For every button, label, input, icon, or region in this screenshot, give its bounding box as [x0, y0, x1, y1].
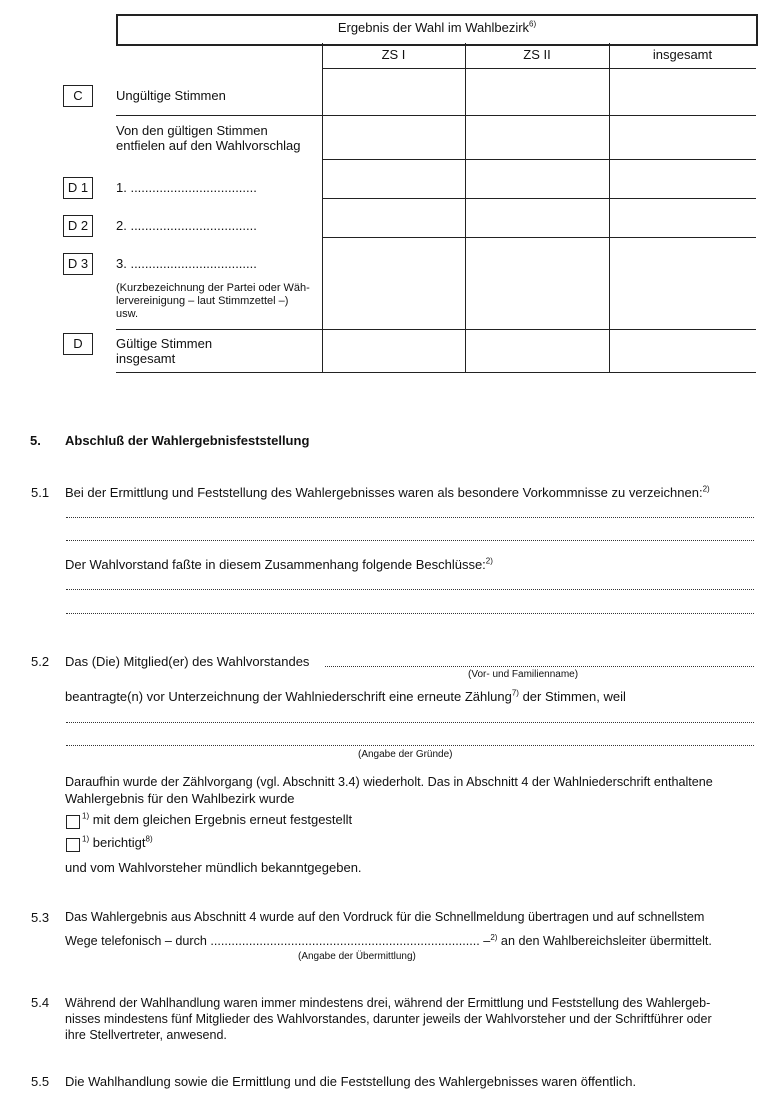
s51-text: Bei der Ermittlung und Feststellung des Wahlergebnisses waren als besondere Vorkommnisse zu verzeichnen:$^{2)}$ [65, 484, 710, 500]
row-code-d3: D 3 [63, 253, 93, 275]
row-label-valid-total: Gültige Stimmen insgesamt [116, 336, 213, 366]
subsection-number-5-5: 5.5 [31, 1074, 50, 1089]
row-code-d: D [63, 333, 93, 355]
row-label-intro: Von den gültigen Stimmen entfielen auf den Wahlvorschlag [116, 123, 301, 153]
table-divider [116, 329, 756, 330]
s53-text2: Wege telefonisch – durch ............................................................................. –$^{2)}$ an den Wahlbereichsleiter übermittelt. [65, 932, 712, 948]
table-divider [322, 198, 756, 199]
row-label-d3: 3. ................................... [116, 256, 257, 271]
option-same-result: $^{1)}$ mit dem gleichen Ergebnis erneut festgestellt [82, 811, 353, 827]
table-divider [322, 68, 756, 69]
column-header-zs1: ZS I [381, 47, 406, 62]
column-header-zs2: ZS II [523, 47, 551, 62]
row-code-d2: D 2 [63, 215, 93, 237]
table-divider [465, 43, 466, 373]
row-label-d1: 1. ................................... [116, 180, 257, 195]
fill-line[interactable] [66, 745, 754, 746]
fill-line[interactable] [66, 540, 754, 541]
s52-text5: und vom Wahlvorsteher mündlich bekanntgegeben. [65, 860, 362, 875]
row-label-d2: 2. ................................... [116, 218, 257, 233]
subsection-number-5-4: 5.4 [31, 995, 50, 1010]
subsection-number-5-1: 5.1 [31, 485, 50, 500]
fill-line[interactable] [66, 517, 754, 518]
s55-text: Die Wahlhandlung sowie die Ermittlung und die Feststellung des Wahlergebnisses waren öffentlich. [65, 1074, 637, 1089]
s52-text3: Daraufhin wurde der Zählvorgang (vgl. Abschnitt 3.4) wiederholt. Das in Abschnitt 4 der Wahlniederschrift enthaltene [65, 775, 713, 789]
s52-text2: beantragte(n) vor Unterzeichnung der Wahlniederschrift eine erneute Zählung$^{7)}$ der Stimmen, weil [65, 688, 626, 704]
s54-text: Während der Wahlhandlung waren immer mindestens drei, während der Ermittlung und Feststellung des Wahlergeb- nisses mindestens fünf Mitglieder des Wahlvorstandes, darunter jeweils der Wahlvorsteher und der Schriftführer oder ihre Stellvertreter, anwesend. [65, 996, 712, 1042]
section-number: 5. [30, 433, 41, 448]
row-code-c: C [63, 85, 93, 107]
table-divider [322, 159, 756, 160]
table-divider [322, 237, 756, 238]
subsection-number-5-2: 5.2 [31, 654, 50, 669]
table-divider [322, 43, 323, 373]
table-divider [116, 115, 756, 116]
table-divider [116, 372, 756, 373]
subsection-number-5-3: 5.3 [31, 910, 50, 925]
s53-text1: Das Wahlergebnis aus Abschnitt 4 wurde auf den Vordruck für die Schnellmeldung übertragen und auf schnellstem [65, 910, 705, 924]
row-label-invalid-votes: Ungültige Stimmen [116, 88, 226, 103]
column-header-total: insgesamt [652, 47, 713, 62]
section-title: Abschluß der Wahlergebnisfeststellung [65, 433, 310, 448]
table-divider [609, 43, 610, 373]
name-fill-line[interactable] [325, 666, 754, 667]
row-code-d1: D 1 [63, 177, 93, 199]
fill-line[interactable] [66, 613, 754, 614]
fill-line[interactable] [66, 589, 754, 590]
option-corrected: $^{1)}$ berichtigt$^{8)}$ [82, 834, 153, 850]
checkbox-same-result[interactable] [66, 815, 80, 829]
s52-text: Das (Die) Mitglied(er) des Wahlvorstandes [65, 654, 310, 669]
checkbox-corrected[interactable] [66, 838, 80, 852]
table-header-title: Ergebnis der Wahl im Wahlbezirk$^{6)}$ [337, 19, 537, 35]
row-note-party: (Kurzbezeichnung der Partei oder Wäh- lervereinigung – laut Stimmzettel –) usw. [116, 282, 310, 320]
s51-text2: Der Wahlvorstand faßte in diesem Zusammenhang folgende Beschlüsse:$^{2)}$ [65, 556, 493, 572]
caption-reasons: (Angabe der Gründe) [358, 749, 453, 760]
s52-text4: Wahlergebnis für den Wahlbezirk wurde [65, 791, 295, 806]
caption-transmission: (Angabe der Übermittlung) [298, 951, 416, 962]
fill-line[interactable] [66, 722, 754, 723]
caption-name: (Vor- und Familienname) [468, 669, 579, 680]
